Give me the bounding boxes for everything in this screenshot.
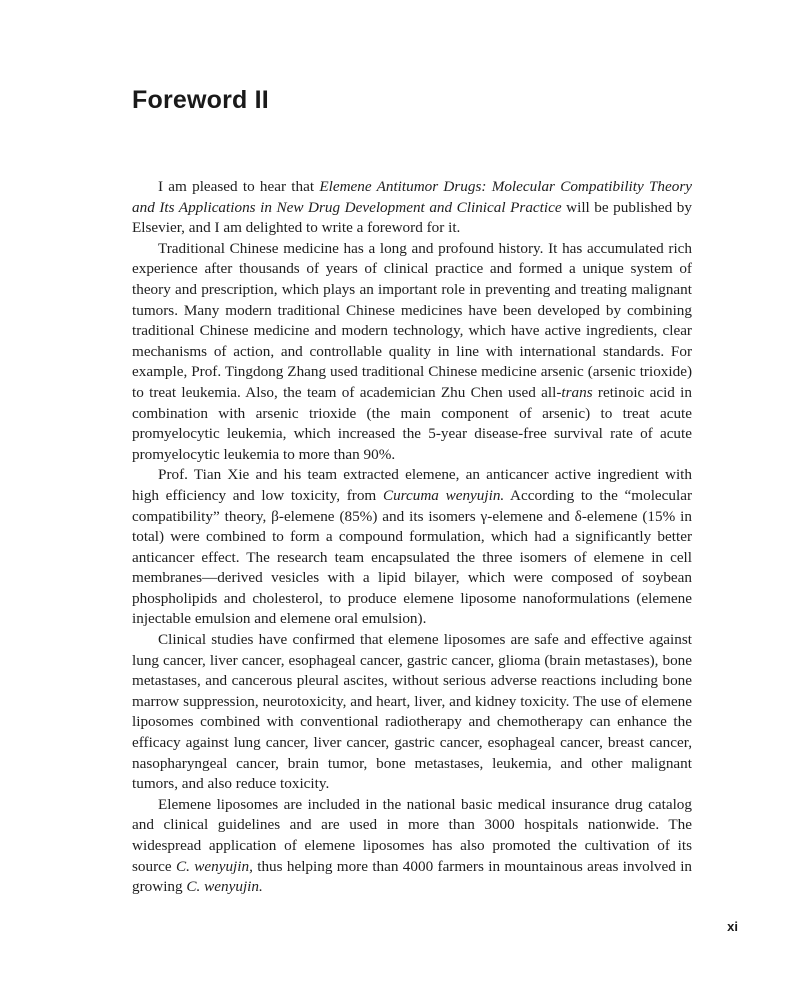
paragraph (132, 795, 692, 898)
text-run: According to the “molecular compatibility” theory, β-elemene (85%) and its isomers γ-elemene and δ-elemene (15% in total) were combined to form a compound formulation, which had a significantly better anticancer effect. The research team encapsulated the three isomers of elemene in cell membranes—derived vesicles with a lipid bilayer, which were composed of soybean phospholipids and cholesterol, to produce elemene liposome nanoformulations (elemene injectable emulsion and elemene oral emulsion). (132, 486, 693, 628)
paragraph (132, 465, 692, 630)
page-number: xi (727, 919, 738, 934)
paragraph (132, 630, 692, 795)
body-text (132, 177, 692, 898)
italic-text: Curcuma wenyujin. (382, 486, 505, 504)
text-run: Elemene liposomes are included in the national basic medical insurance drug catalog and clinical guidelines and are used in more than 3000 hospitals nationwide. The widespread application of elemene liposomes has also promoted the cultivation of its source (132, 795, 692, 875)
italic-text: Elemene Antitumor Drugs: Molecular Compatibility Theory and Its Applications in New Drug Development and Clinical Practice (132, 178, 692, 216)
text-run: Prof. Tian Xie and his team extracted elemene, an anticancer active ingredient with high efficiency and low toxicity, from (132, 466, 692, 504)
text-run: I am pleased to hear that (158, 178, 320, 195)
text-run: Clinical studies have confirmed that elemene liposomes are safe and effective against lung cancer, liver cancer, esophageal cancer, gastric cancer, glioma (brain metastases), bone metastases, and cancerous pleural ascites, without serious adverse reactions including bone marrow suppression, neurotoxicity, and heart, liver, and kidney toxicity. The use of elemene liposomes combined with conventional radiotherapy and chemotherapy can enhance the efficacy against lung cancer, liver cancer, gastric cancer, esophageal cancer, breast cancer, nasopharyngeal cancer, brain tumor, bone metastases, leukemia, and other malignant tumors, and also reduce toxicity. (132, 631, 692, 793)
italic-text: C. wenyujin, (175, 857, 253, 875)
text-run: Traditional Chinese medicine has a long and profound history. It has accumulated rich experience after thousands of years of clinical practice and formed a unique system of theory and prescription, which plays an important role in preventing and treating malignant tumors. Many modern traditional Chinese medicines have been developed by combining traditional Chinese medicine and modern technology, which have active ingredients, clear mechanisms of action, and controllable quality in line with international standards. For example, Prof. Tingdong Zhang used traditional Chinese medicine arsenic (arsenic trioxide) to treat leukemia. Also, the team of academician Zhu Chen used all- (132, 239, 692, 401)
italic-text: trans (561, 383, 593, 401)
text-run: thus helping more than 4000 farmers in mountainous areas involved in growing (132, 857, 693, 896)
page-title: Foreword II (132, 86, 269, 114)
text-run: retinoic acid in combination with arsenic trioxide (the main component of arsenic) to treat acute promyelocytic leukemia, which increased the 5-year disease-free survival rate of acute promyelocytic leukemia to more than 90%. (132, 383, 692, 463)
text-run: will be published by Elsevier, and I am delighted to write a foreword for it. (132, 198, 692, 237)
paragraph (132, 239, 692, 466)
italic-text: C. wenyujin. (186, 878, 263, 896)
paragraph (132, 177, 692, 239)
